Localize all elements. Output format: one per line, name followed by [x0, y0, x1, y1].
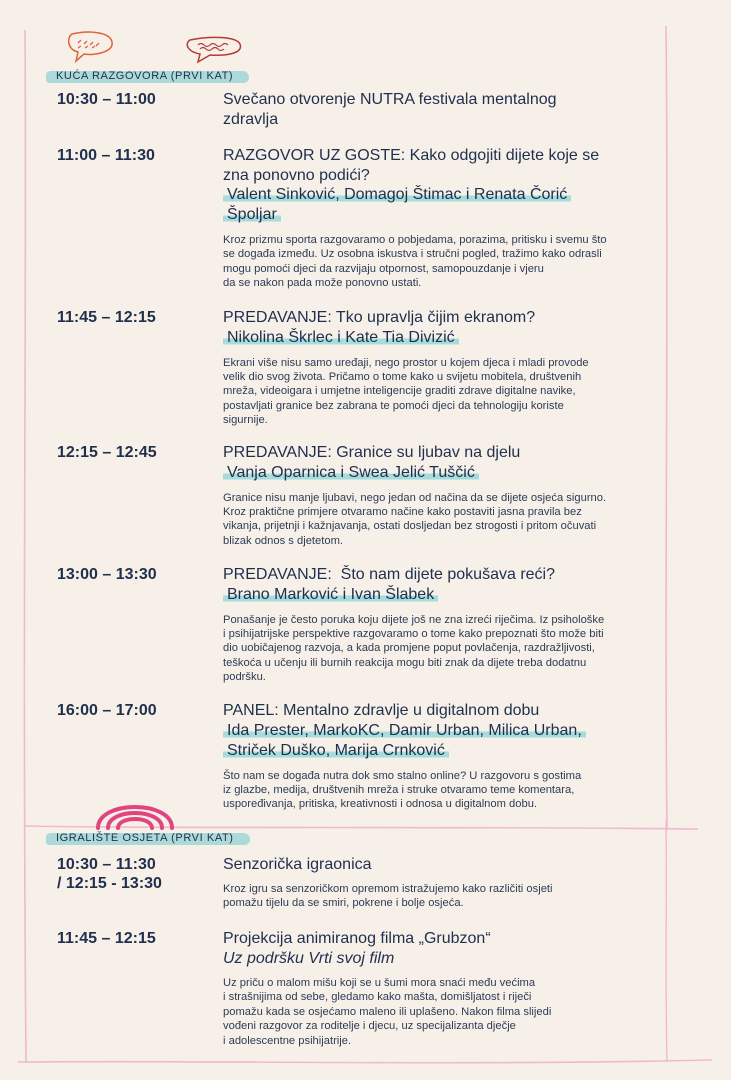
event-time: 11:45 – 12:15	[57, 930, 156, 947]
event-title: PREDAVANJE: Tko upravlja čijim ekranom?	[223, 309, 536, 326]
event-description: Granice nisu manje ljubavi, nego jedan od načina da se dijete osjeća sigurno. Kroz praktične primjere otvaramo načine kako postaviti jasna pravila bez vikanja, prijetnji i kažnjavanja, ostati dosljedan bez strogosti i pritom očuvati blizak odnos s djetetom.	[223, 491, 607, 547]
event-time: 10:30 – 11:00	[57, 91, 156, 108]
event-title: Projekcija animiranog filma „Grubzon“	[223, 930, 491, 947]
speech-bubble-orange-icon	[64, 30, 118, 64]
event-speakers: Valent Sinković, Domagoj Štimac i Renata Čorić Špoljar	[223, 185, 653, 225]
section-label-igraliste-osjeta: IGRALIŠTE OSJETA (PRVI KAT)	[46, 830, 244, 845]
event-speakers: Brano Marković i Ivan Šlabek	[223, 585, 653, 605]
event-description: Ekrani više nisu samo uređaji, nego prostor u kojem djeca i mladi provode velik dio svog života. Pričamo o tome kako u svijetu mobitela, društvenih mreža, videoigara i umjetne inteligencije graditi zdrave digitalne navike, postavljati granice bez zabrana te pomoći djeci da tehnologiju koriste sigurnije.	[223, 356, 589, 427]
event-title: Senzorička igraonica	[223, 856, 372, 873]
event-title: RAZGOVOR UZ GOSTE: Kako odgojiti dijete koje se zna ponovno podići?	[223, 147, 600, 184]
event-title: PREDAVANJE: Što nam dijete pokušava reći?	[223, 566, 555, 583]
event-title: PANEL: Mentalno zdravlje u digitalnom dobu	[223, 702, 540, 719]
speech-bubble-red-icon	[184, 34, 246, 68]
event-description: Kroz igru sa senzoričkom opremom istražujemo kako različiti osjeti pomažu tijelu da se smiri, pokrene i bolje osjeća.	[223, 882, 553, 909]
event-description: Što nam se događa nutra dok smo stalno online? U razgovoru s gostima iz glazbe, medija, društvenih mreža i struke otvaramo teme komentara, uspoređivanja, pritiska, kreativnosti i odnosa u digitalnom dobu.	[223, 769, 582, 811]
event-time: 16:00 – 17:00	[57, 702, 157, 719]
event-time: 13:00 – 13:30	[57, 566, 157, 583]
event-speakers: Ida Prester, MarkoKC, Damir Urban, Milica Urban, Striček Duško, Marija Crnković	[223, 721, 653, 761]
event-time: 10:30 – 11:30 / 12:15 - 13:30	[57, 856, 162, 892]
event-speakers: Nikolina Škrlec i Kate Tia Divizić	[223, 328, 653, 348]
event-description: Ponašanje je često poruka koju dijete još ne zna izreći riječima. Iz psihološke i psihijatrijske perspektive razgovaramo o tome kako prepoznati što može biti dio uobičajenog razvoja, a kada promjene poput povlačenja, razdražljivosti, teškoća u učenju ili burnih reakcija mogu biti znak da dijete treba dodatnu podršku.	[223, 613, 605, 684]
event-speakers: Vanja Oparnica i Swea Jelić Tuščić	[223, 463, 653, 483]
section-label-kuca-razgovora: KUĆA RAZGOVORA (PRVI KAT)	[46, 68, 243, 83]
event-title: Svečano otvorenje NUTRA festivala mentalnog zdravlja	[223, 91, 557, 128]
event-subtitle: Uz podršku Vrti svoj film	[223, 949, 395, 967]
event-description: Uz priču o malom mišu koji se u šumi mora snaći među većima i strašnijima od sebe, gledamo kako mašta, domišljatost i riječi pomažu kada se osjećamo maleno ili uplašeno. Nakon filma slijedi vođeni razgovor za roditelje i djecu, uz specijalizanta dječje i adolescentne psihijatrije.	[223, 977, 552, 1047]
event-time: 12:15 – 12:45	[57, 444, 157, 461]
rainbow-icon	[92, 790, 178, 830]
event-time: 11:00 – 11:30	[57, 147, 155, 164]
event-time: 11:45 – 12:15	[57, 309, 156, 326]
event-description: Kroz prizmu sporta razgovaramo o pobjedama, porazima, pritisku i svemu što se događa između. Uz osobna iskustva i stručni pogled, tražimo kako odrasli mogu pomoći djeci da razvijaju otpornost, samopouzdanje i vjeru da se nakon pada može ponovno ustati.	[223, 234, 607, 290]
event-title: PREDAVANJE: Granice su ljubav na djelu	[223, 444, 521, 461]
